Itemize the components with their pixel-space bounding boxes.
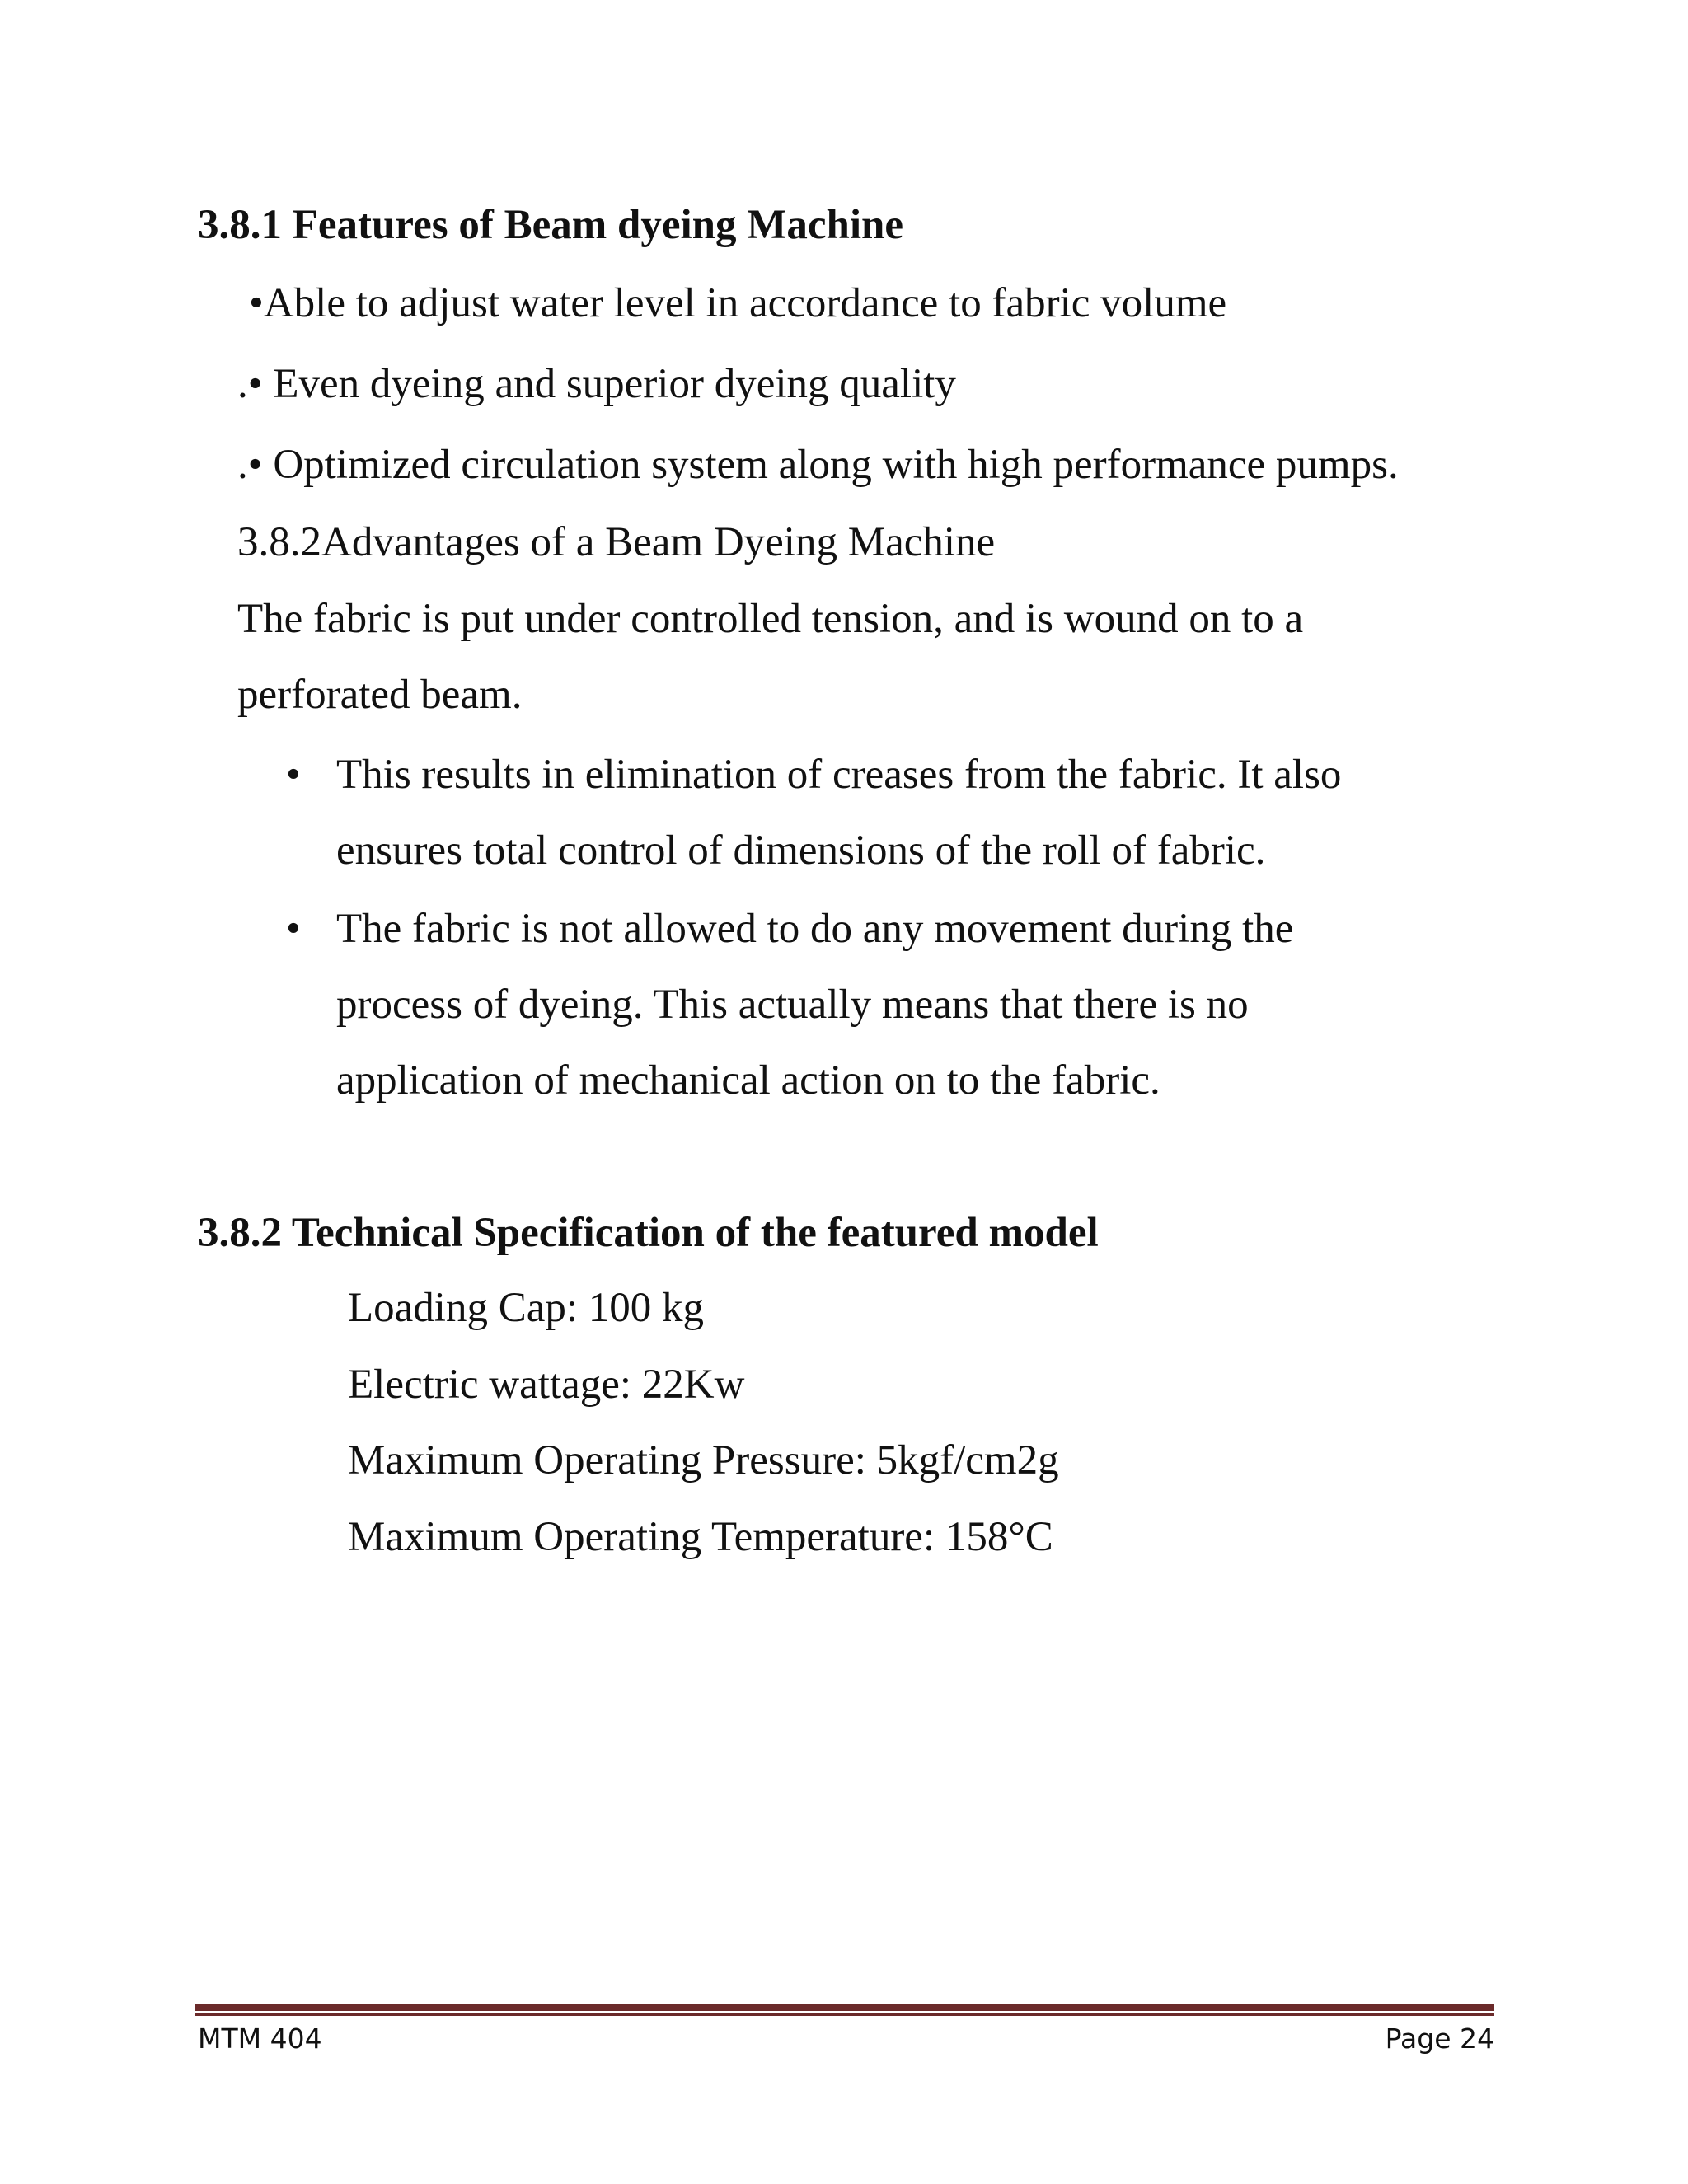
advantages-intro-line-1: The fabric is put under controlled tension, and is wound on to a (237, 596, 1304, 642)
section-381-heading: 3.8.1 Features of Beam dyeing Machine (198, 202, 904, 248)
spec-electric-wattage: Electric wattage: 22Kw (348, 1361, 745, 1408)
advantage-1-line-2: ensures total control of dimensions of the roll of fabric. (336, 827, 1266, 874)
section-382-specs-heading: 3.8.2 Technical Specification of the featured model (198, 1210, 1099, 1256)
feature-item-2: .• Even dyeing and superior dyeing quality (237, 361, 956, 407)
advantage-2-line-3: application of mechanical action on to the fabric. (336, 1057, 1160, 1104)
feature-item-1: •Able to adjust water level in accordance to fabric volume (249, 280, 1227, 326)
advantage-2-line-2: process of dyeing. This actually means that there is no (336, 982, 1249, 1028)
advantage-2-line-1: The fabric is not allowed to do any movement during the (336, 906, 1294, 952)
spec-max-pressure: Maximum Operating Pressure: 5kgf/cm2g (348, 1437, 1059, 1483)
bullet-dot-icon: • (286, 906, 301, 952)
bullet-dot-icon: • (286, 752, 301, 798)
advantage-1-line-1: This results in elimination of creases from the fabric. It also (336, 752, 1342, 798)
spec-max-temperature: Maximum Operating Temperature: 158°C (348, 1514, 1053, 1560)
section-382-advantages-heading: 3.8.2Advantages of a Beam Dyeing Machine (237, 519, 996, 565)
feature-item-3: .• Optimized circulation system along with high performance pumps. (237, 442, 1399, 488)
footer-rule-thick (195, 2004, 1494, 2011)
footer-course-code: MTM 404 (198, 2022, 322, 2055)
spec-loading-cap: Loading Cap: 100 kg (348, 1285, 705, 1331)
footer-rule-thin (195, 2013, 1494, 2016)
advantages-intro-line-2: perforated beam. (237, 672, 523, 718)
footer-page-number: Page 24 (1385, 2022, 1494, 2055)
